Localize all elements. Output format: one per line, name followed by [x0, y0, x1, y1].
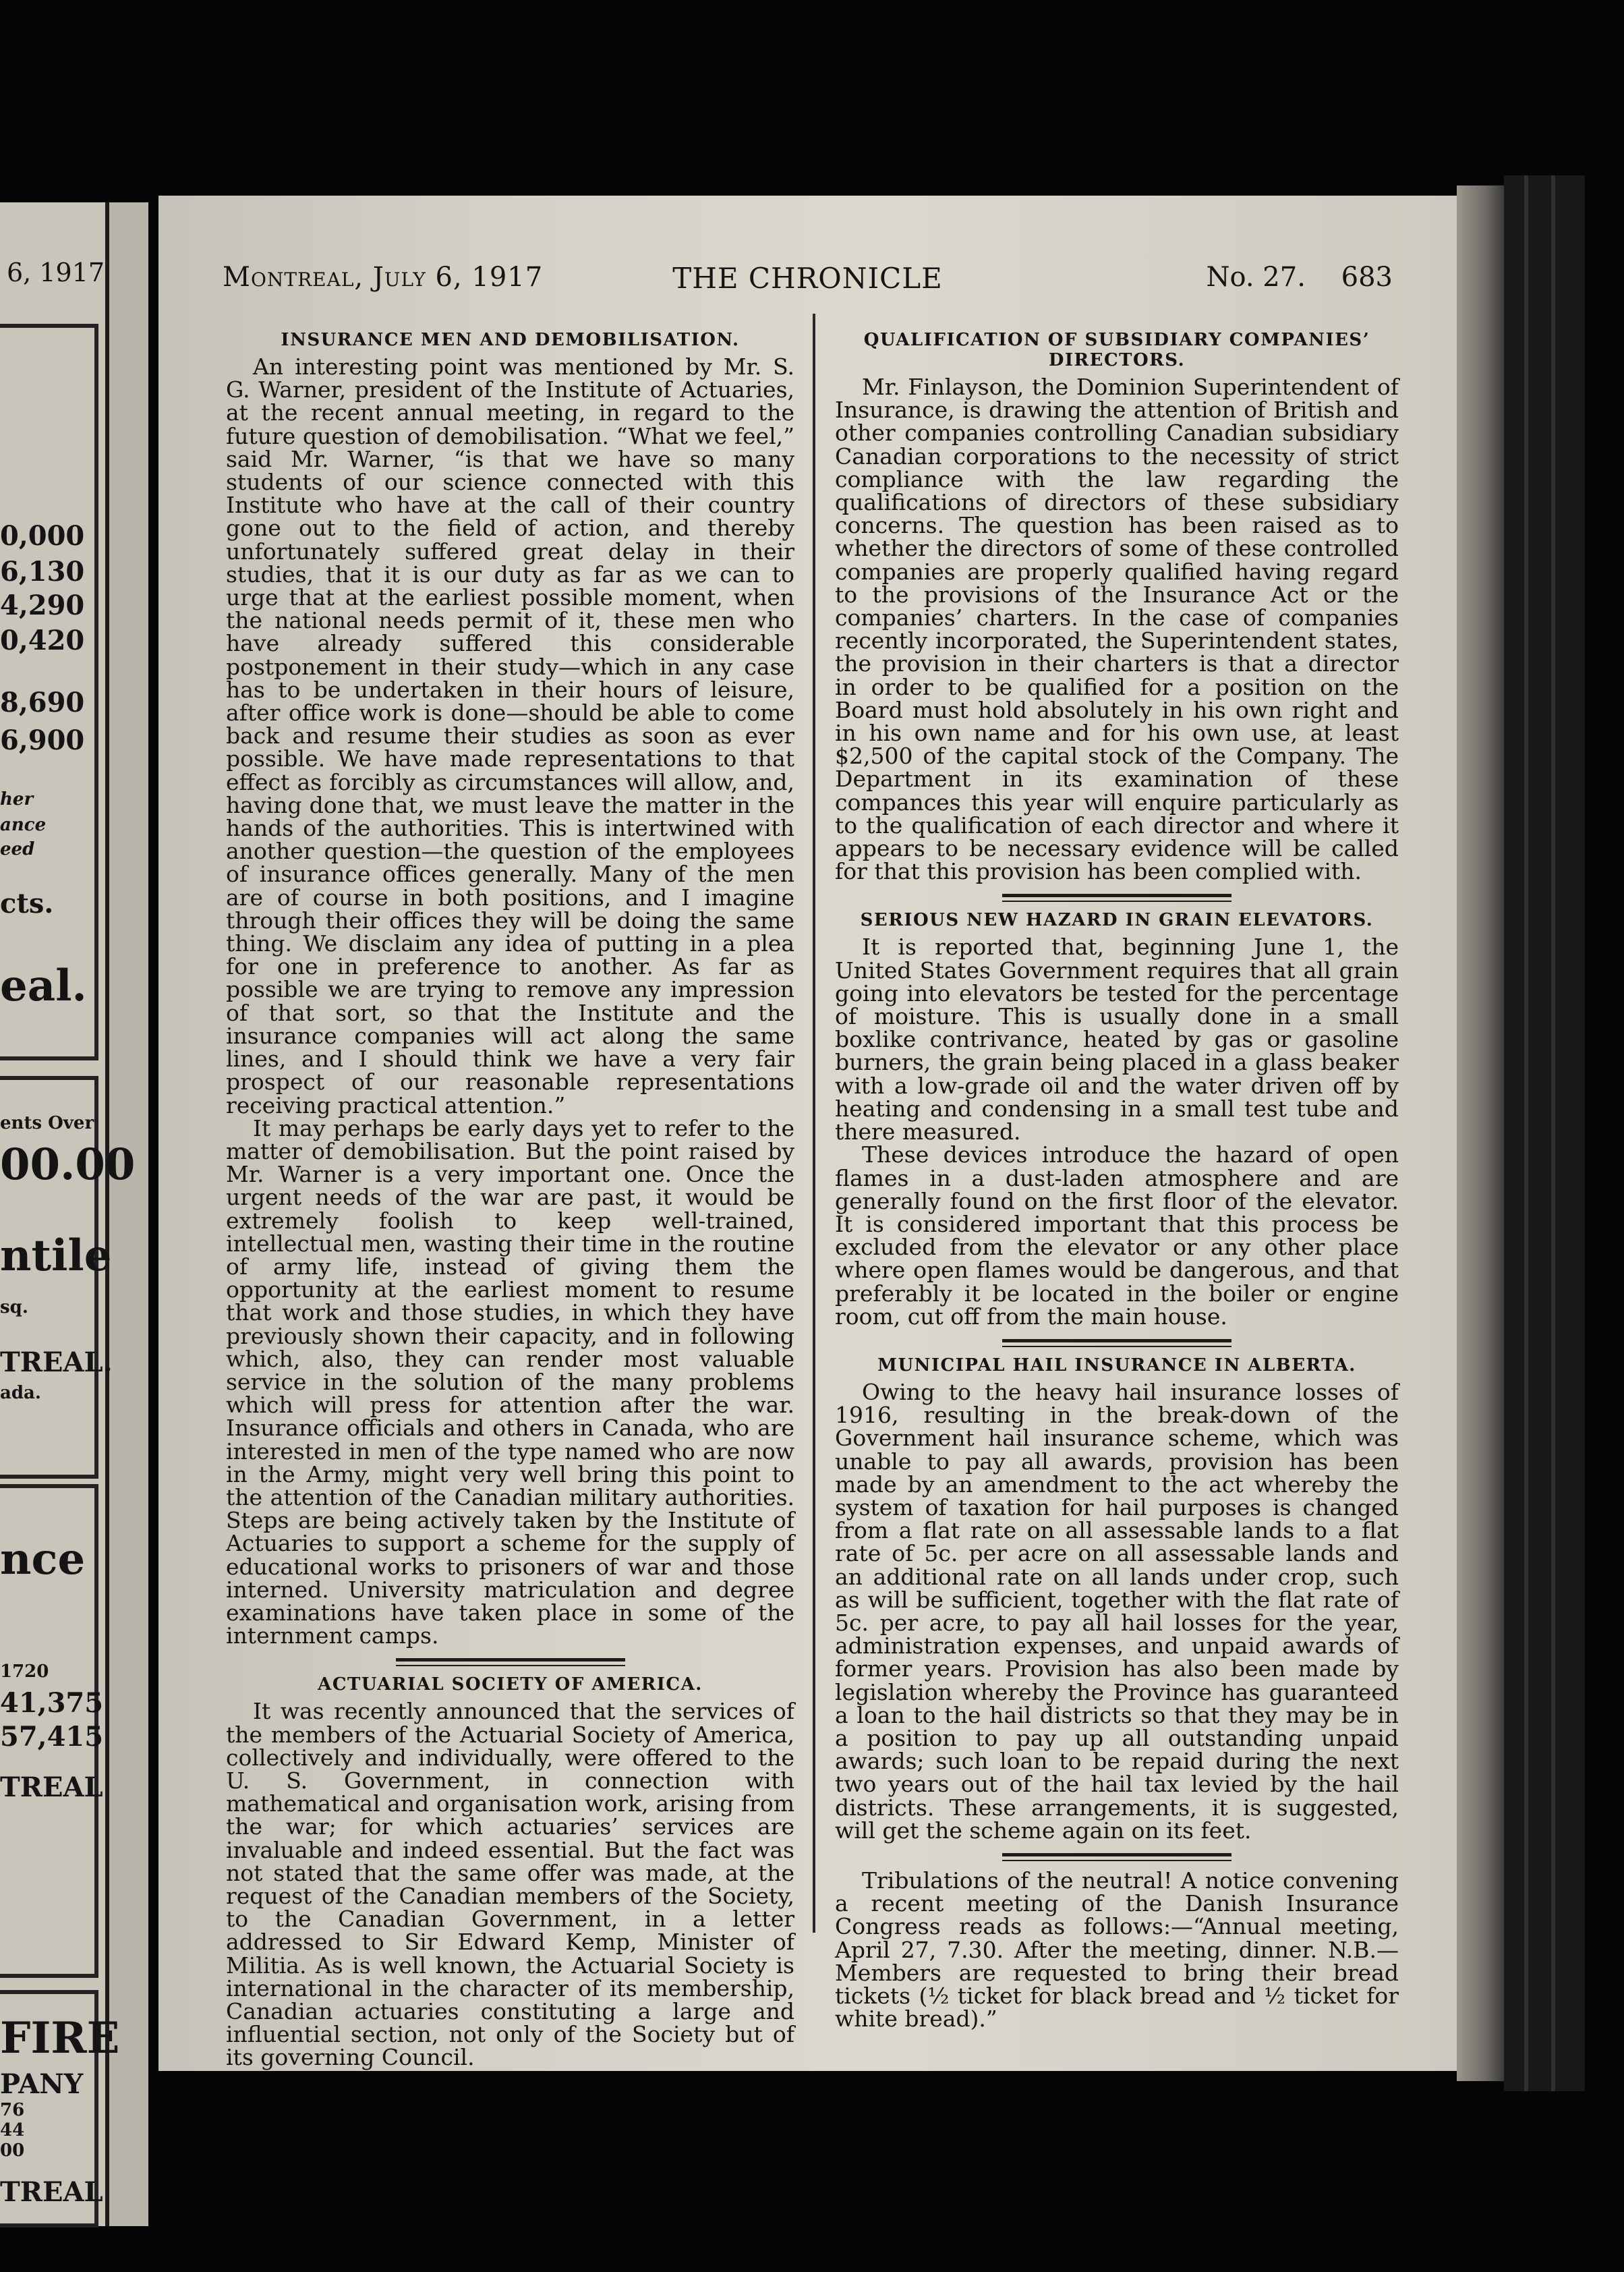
article-rule [1002, 894, 1231, 902]
dateline: Montreal, July 6, 1917 [223, 262, 544, 293]
issue-info [1180, 262, 1393, 293]
adjacent-fragment: ents Over [0, 1113, 94, 1133]
adjacent-fragment: sq. [0, 1297, 28, 1317]
book-spine [1504, 175, 1585, 2091]
page-binding [1457, 186, 1504, 2081]
left-column [226, 327, 794, 2070]
adjacent-fragment: 4,290 [0, 590, 85, 621]
article-paragraph: Tribulations of the neutral! A notice convening a recent meeting of the Danish Insurance Congress reads as follows:—“Annual meeting, April 27, 7.30. After the meeting, dinner. N.B.—Members are requested to bring their bread tickets (½ ticket for black bread and ½ ticket for white bread).” [835, 1867, 1399, 2033]
adjacent-fragment: TREAL. [0, 1346, 113, 1378]
adjacent-fragment: 00 [0, 2140, 25, 2161]
adjacent-fragment: 1720 [0, 1662, 49, 1682]
article-heading: ACTUARIAL SOCIETY OF AMERICA. [318, 1674, 703, 1695]
article-heading: SERIOUS NEW HAZARD IN GRAIN ELEVATORS. [860, 910, 1374, 931]
article-heading: INSURANCE MEN AND DEMOBILISATION. [281, 330, 740, 350]
column-divider [813, 314, 815, 1933]
adjacent-fragment: 41,375 [0, 1687, 104, 1719]
adjacent-fragment: 6,900 [0, 725, 85, 756]
article-heading: QUALIFICATION OF SUBSIDIARY COMPANIES’ DIRECTORS. [863, 330, 1370, 370]
adjacent-fragment: 0,420 [0, 625, 85, 656]
article-heading: MUNICIPAL HAIL INSURANCE IN ALBERTA. [877, 1355, 1356, 1375]
adjacent-page-column [0, 202, 136, 2226]
article-paragraph: It may perhaps be early days yet to refer to the matter of demobilisation. But the point raised by Mr. Warner is a very important one. Once the urgent needs of the war are past, it would be extremely foolish to keep well-trained, intellectual men, wasting their time in the routine of army life, instead of giving them the opportunity at the earliest moment to resume that work and those studies, in which they have previously shown their capacity, and in following which, also, they can render most valuable service in the solution of the many problems which will press for attention after the war. Insurance officials and others in Canada, who are interested in men of the type named who are now in the Army, might very well bring this point to the attention of the Canadian military authorities. Steps are being actively taken by the Institute of Actuaries to support a scheme for the supply of educational works to prisoners of war and those interned. University matriculation and degree examinations have taken place in some of the internment camps. [226, 1114, 794, 1649]
adjacent-page [0, 202, 148, 2226]
adjacent-fragment: ance [0, 815, 47, 835]
right-column [835, 327, 1399, 2033]
adjacent-fragment: TREAL [0, 2176, 103, 2208]
adjacent-fragment: 8,690 [0, 687, 85, 718]
adjacent-fragment: 76 [0, 2100, 25, 2120]
adjacent-fragment: 0,000 [0, 520, 85, 552]
article-paragraph: Mr. Finlayson, the Dominion Superintendent of Insurance, is drawing the attention of British and other companies controlling Canadian subsidiary Canadian corporations to the necessity of strict compliance with the law regarding the qualifications of directors of these subsidiary concerns. The question has been raised as to whether the directors of some of these controlled companies are properly qualified having regard to the provisions of the Insurance Act or the companies’ charters. In the case of companies recently incorporated, the Superintendent states, the provision in their charters is that a director in order to be qualified for a position on the Board must hold absolutely in his own right and in his own name and for his own use, at least $2,500 of the capital stock of the Company. The Department in its examination of these compances this year will enquire particularly as to the qualification of each director and where it appears to be necessary evidence will be called for that this provision has been complied with. [835, 374, 1399, 885]
article-paragraph: These devices introduce the hazard of open flames in a dust-laden atmosphere and are generally found on the first floor of the elevator. It is considered important that this process be excluded from the elevator or any other place where open flames would be dangerous, and that preferably it be located in the boiler or engine room, cut off from the main house. [835, 1141, 1399, 1330]
spine-line [1551, 175, 1555, 2091]
publication-title: THE CHRONICLE [672, 262, 943, 295]
adjacent-fragment: FIRE [0, 2013, 120, 2064]
adjacent-fragment: 00.00 [0, 1139, 136, 1190]
adjacent-fragment: eal. [0, 961, 87, 1011]
adjacent-fragment: nce [0, 1534, 86, 1585]
article-rule [1002, 1853, 1231, 1861]
article-paragraph: Owing to the heavy hail insurance losses of 1916, resulting in the break-down of the Government hail insurance scheme, which was unable to pay all awards, provision has been made by an amendment to the act whereby the system of taxation for hail purposes is changed from a flat rate on all assessable lands to a flat rate of 5c. per acre on all assessable lands and an additional rate on all lands under crop, such as will be sufficient, together with the flat rate of 5c. per acre, to pay all hail losses for the year, administration expenses, and unpaid awards of former years. Provision has also been made by legislation whereby the Province has guaranteed a loan to the hail districts so that they may be in a position to pay up all outstanding unpaid awards; such loan to be repaid during the next two years out of the hail tax levied by the hail districts. These arrangements, it is suggested, will get the scheme again on its feet. [835, 1378, 1399, 1844]
newspaper-page [158, 196, 1457, 2071]
article-paragraph: An interesting point was mentioned by Mr. S. G. Warner, president of the Institute of Actuaries, at the recent annual meeting, in regard to the future question of demobilisation. “What we feel,” said Mr. Warner, “is that we have so many students of our science connected with this Institute who have at the call of their country gone out to the field of action, and thereby unfortunately suffered great delay in their studies, that it is our duty as far as we can to urge that at the earliest possible moment, when the national needs permit of it, these men who have already suffered this considerable postponement in their study—which in any case has to be undertaken in their hours of leisure, after office work is done—should be able to come back and resume their studies as soon as ever possible. We have made representations to that effect as forcibly as circumstances will allow, and, having done that, we must leave the matter in the hands of the authorities. This is intertwined with another question—the question of the employees of insurance offices generally. Many of the men are of course in both positions, and I imagine through their offices they will be doing the same thing. We disclaim any idea of putting in a plea for one in preference to another. As far as possible we are trying to remove any impression of that sort, so that the Institute and the insurance companies will act along the same lines, and I should think we have a very fair prospect of our reasonable representations receiving practical attention.” [226, 353, 794, 1118]
article-rule [396, 1658, 625, 1666]
adjacent-fragment: PANY [0, 2068, 84, 2100]
adjacent-fragment: ntile [0, 1230, 112, 1281]
article-paragraph: It is reported that, beginning June 1, the United States Government requires that all grain going into elevators be tested for the percentage of moisture. This is usually done in a small boxlike contrivance, heated by gas or gasoline burners, the grain being placed in a glass beaker with a low-grade oil and the water driven off by heating and condensing in a small test tube and there measured. [835, 934, 1399, 1145]
adjacent-page-date: 6, 1917 [7, 258, 105, 287]
adjacent-fragment: her [0, 789, 34, 810]
spine-line [1524, 175, 1528, 2091]
article-rule [1002, 1339, 1231, 1347]
adjacent-fragment: TREAL [0, 1771, 103, 1803]
adjacent-fragment: 44 [0, 2120, 25, 2140]
adjacent-fragment: 57,415 [0, 1721, 104, 1753]
adjacent-fragment: 6,130 [0, 556, 85, 588]
issue-number: No. 27. [1206, 262, 1306, 293]
adjacent-fragment: eed [0, 839, 35, 859]
adjacent-fragment: ada. [0, 1383, 41, 1403]
article-paragraph: It was recently announced that the services of the members of the Actuarial Society of America, collectively and individually, were offered to the U. S. Government, in connection with mathematical and organisation work, arising from the war; for which actuaries’ services are invaluable and indeed essential. But the fact was not stated that the same offer was made, at the request of the Canadian members of the Society, to the Canadian Government, in a letter addressed to Sir Edward Kemp, Minister of Militia. As is well known, the Actuarial Society is international in the character of its membership, Canadian actuaries constituting a large and influential section, not only of the Society but of its governing Council. [226, 1698, 794, 2071]
adjacent-fragment: cts. [0, 888, 54, 919]
page-header [223, 262, 1393, 302]
page-number: 683 [1341, 262, 1393, 293]
